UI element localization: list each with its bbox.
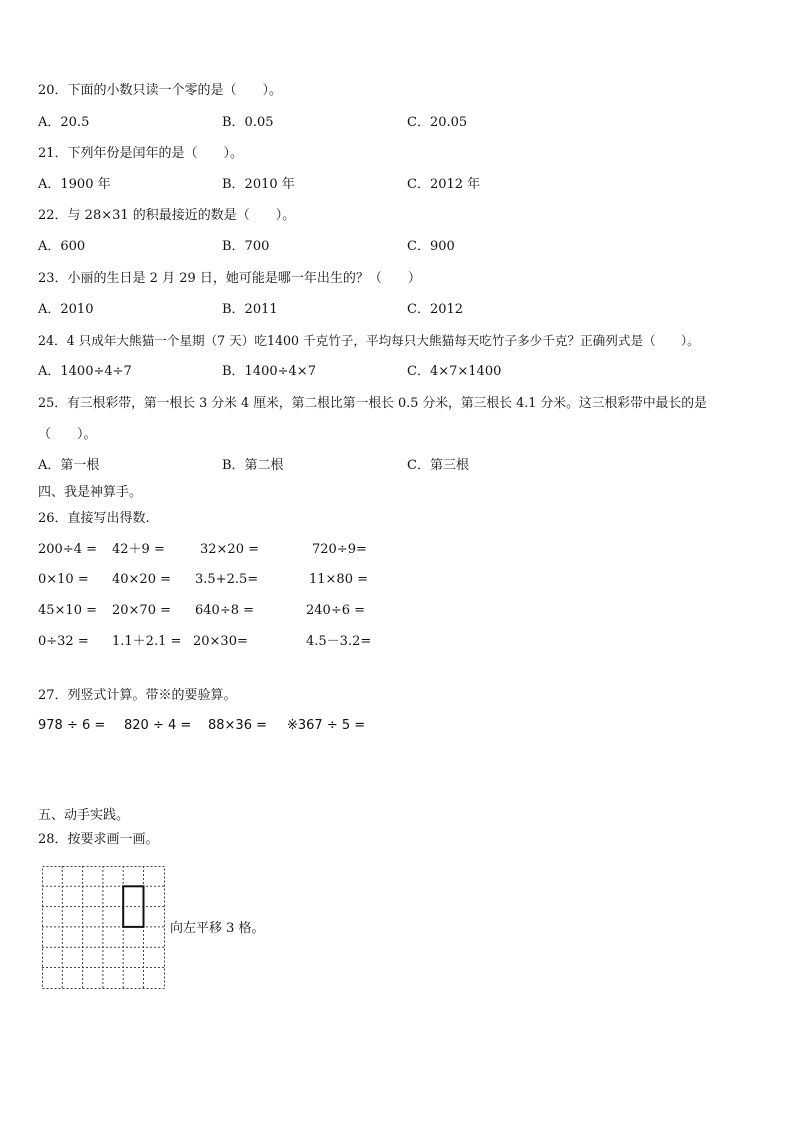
q26-r3-c1: 45×10 = [38, 603, 98, 618]
q26-r1-c3: 32×20 = [200, 542, 260, 557]
q22-option-c: C．900 [407, 239, 455, 254]
q20-option-b: B．0.05 [222, 115, 274, 130]
q25-option-b: B．第二根 [222, 458, 284, 473]
q28-stem: 28．按要求画一画。 [38, 832, 159, 847]
q26-r2-c4: 11×80 = [309, 572, 369, 587]
q27-item-3: 88×36 = [208, 718, 268, 733]
q25-option-c: C．第三根 [407, 458, 469, 473]
q26-r4-c1: 0÷32 = [38, 634, 89, 649]
q20-option-a: A．20.5 [38, 115, 90, 130]
section-5-heading: 五、动手实践。 [38, 808, 130, 823]
q27-item-1: 978 ÷ 6 = [38, 718, 106, 733]
q23-option-b: B．2011 [222, 302, 278, 317]
q22-option-b: B．700 [222, 239, 270, 254]
q26-r2-c3: 3.5+2.5= [195, 572, 259, 587]
q26-stem: 26．直接写出得数. [38, 511, 150, 526]
q28-instruction: 向左平移 3 格。 [170, 921, 265, 936]
q26-r4-c3: 20×30= [193, 634, 248, 649]
q25-stem: 25．有三根彩带，第一根长 3 分米 4 厘米，第二根比第一根长 0.5 分米，第三根长 4.1 分米。这三根彩带中最长的是 [38, 396, 707, 411]
q22-option-a: A．600 [38, 239, 86, 254]
q23-option-c: C．2012 [407, 302, 464, 317]
q23-option-a: A．2010 [38, 302, 94, 317]
section-4-heading: 四、我是神算手。 [38, 485, 143, 500]
q23-stem: 23．小丽的生日是 2 月 29 日，她可能是哪一年出生的？（ ） [38, 271, 421, 286]
q20-stem: 20．下面的小数只读一个零的是（ ）。 [38, 83, 283, 98]
q27-item-2: 820 ÷ 4 = [124, 718, 192, 733]
q26-r3-c4: 240÷6 = [306, 603, 366, 618]
q25-option-a: A．第一根 [38, 458, 100, 473]
q28-grid-svg [42, 866, 165, 989]
q28-dotted-grid [42, 866, 165, 989]
q26-r2-c2: 40×20 = [112, 572, 172, 587]
q25-stem-continued: （ ）。 [38, 427, 97, 442]
q21-option-b: B．2010 年 [222, 177, 295, 192]
q21-option-a: A．1900 年 [38, 177, 111, 192]
q26-r1-c2: 42＋9 = [112, 542, 165, 557]
q21-stem: 21．下列年份是闰年的是（ ）。 [38, 146, 244, 161]
q24-option-c: C．4×7×1400 [407, 364, 502, 379]
q26-r1-c1: 200÷4 = [38, 542, 98, 557]
q22-stem: 22．与 28×31 的积最接近的数是（ ）。 [38, 208, 296, 223]
q24-option-b: B．1400÷4×7 [222, 364, 316, 379]
q20-option-c: C．20.05 [407, 115, 468, 130]
q24-option-a: A．1400÷4÷7 [38, 364, 132, 379]
q26-r4-c2: 1.1＋2.1 = [112, 634, 182, 649]
q27-item-4: ※367 ÷ 5 = [287, 718, 366, 733]
q26-r2-c1: 0×10 = [38, 572, 89, 587]
q27-stem: 27．列竖式计算。带※的要验算。 [38, 688, 237, 703]
q26-r3-c2: 20×70 = [112, 603, 172, 618]
q26-r1-c4: 720÷9= [312, 542, 367, 557]
q26-r3-c3: 640÷8 = [195, 603, 255, 618]
q24-stem: 24．4 只成年大熊猫一个星期（7 天）吃1400 千克竹子，平均每只大熊猫每天吃竹子多少千克？正确列式是（ ）。 [38, 333, 700, 348]
q21-option-c: C．2012 年 [407, 177, 481, 192]
q26-r4-c4: 4.5－3.2= [306, 634, 372, 649]
